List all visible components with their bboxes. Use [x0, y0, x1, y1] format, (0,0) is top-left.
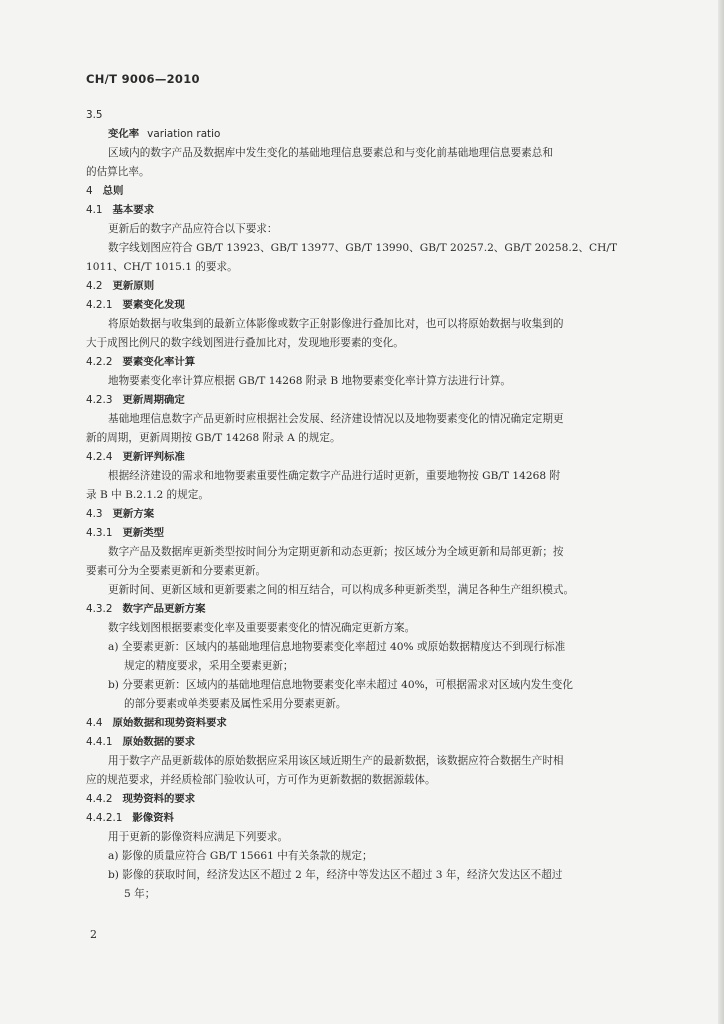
list-item-line: a) 全要素更新：区域内的基础地理信息地物要素变化率超过 40% 或原始数据精度达不到现行标准 — [108, 641, 566, 653]
paragraph-line: 新的周期，更新周期按 GB/T 14268 附录 A 的规定。 — [86, 432, 341, 444]
section-heading — [86, 733, 664, 752]
section-heading — [86, 505, 664, 524]
section-title: 更新原则 — [112, 280, 155, 292]
section-title: 基本要求 — [112, 204, 155, 216]
section-title: 总则 — [102, 185, 124, 197]
document-body — [86, 106, 664, 904]
paragraph-line: 数字线划图应符合 GB/T 13923、GB/T 13977、GB/T 13990、GB/T 20257.2、GB/T 20258.2、CH/T — [108, 242, 618, 254]
section-title: 现势资料的要求 — [122, 793, 196, 805]
section-title: 数字产品更新方案 — [122, 603, 206, 615]
paragraph-line: 基础地理信息数字产品更新时应根据社会发展、经济建设情况以及地物要素变化的情况确定定期更 — [108, 413, 564, 425]
standard-code-header: CH/T 9006—2010 — [86, 72, 200, 86]
section-number: 4.4.2.1 — [86, 812, 123, 824]
section-heading — [86, 790, 664, 809]
section-number: 4.1 — [86, 204, 103, 216]
section-heading — [86, 182, 664, 201]
section-heading — [86, 714, 664, 733]
section-heading — [86, 277, 664, 296]
section-title: 影像资料 — [132, 812, 174, 824]
section-number: 4.2.3 — [86, 394, 113, 406]
section-number: 4.3.1 — [86, 527, 113, 539]
paragraph-line: 区域内的数字产品及数据库中发生变化的基础地理信息要素总和与变化前基础地理信息要素总和 — [108, 147, 553, 159]
section-heading — [86, 448, 664, 467]
paragraph-line: 要素可分为全要素更新和分要素更新。 — [86, 565, 267, 577]
term-en: variation ratio — [147, 128, 221, 140]
paragraph-line: 录 B 中 B.2.1.2 的规定。 — [86, 489, 209, 501]
list-item-line: b) 分要素更新：区域内的基础地理信息地物要素变化率未超过 40%，可根据需求对区域内发生变化 — [108, 679, 573, 691]
paragraph-line: 根据经济建设的需求和地物要素重要性确定数字产品进行适时更新，重要地物按 GB/T 14268 附 — [108, 470, 561, 482]
list-item-line: 规定的精度要求，采用全要素更新； — [124, 660, 294, 672]
section-title: 原始数据的要求 — [122, 736, 196, 748]
list-item-line: a) 影像的质量应符合 GB/T 15661 中有关条款的规定； — [108, 850, 373, 862]
section-number: 4.3 — [86, 508, 103, 520]
paragraph-line: 将原始数据与收集到的最新立体影像或数字正射影像进行叠加比对，也可以将原始数据与收集到的 — [108, 318, 564, 330]
list-item-line: 5 年； — [124, 888, 156, 900]
section-heading — [86, 600, 664, 619]
section-number: 3.5 — [86, 109, 103, 121]
section-number: 4.3.2 — [86, 603, 113, 615]
paragraph-line: 更新时间、更新区域和更新要素之间的相互结合，可以构成多种更新类型，满足各种生产组织模式。 — [108, 584, 575, 596]
term-zh: 变化率 — [108, 128, 140, 140]
paragraph-line: 用于数字产品更新载体的原始数据应采用该区域近期生产的最新数据，该数据应符合数据生产时相 — [108, 755, 564, 767]
section-number: 4.2.1 — [86, 299, 113, 311]
section-number: 4.4.2 — [86, 793, 113, 805]
section-number: 4 — [86, 185, 93, 197]
paragraph-line: 1011、CH/T 1015.1 的要求。 — [86, 261, 238, 273]
section-title: 要素变化发现 — [122, 299, 185, 311]
section-heading — [86, 524, 664, 543]
list-item-line: 的部分要素或单类要素及属性采用分要素更新。 — [124, 698, 347, 710]
section-title: 更新方案 — [112, 508, 155, 520]
section-title: 更新周期确定 — [122, 394, 185, 406]
paragraph-line: 更新后的数字产品应符合以下要求： — [108, 223, 278, 235]
paragraph-line: 的估算比率。 — [86, 166, 150, 178]
paragraph-line: 地物要素变化率计算应根据 GB/T 14268 附录 B 地物要素变化率计算方法进行计算。 — [108, 375, 512, 387]
section-number: 4.4.1 — [86, 736, 113, 748]
section-number: 4.2 — [86, 280, 103, 292]
paragraph-line: 数字产品及数据库更新类型按时间分为定期更新和动态更新；按区域分为全域更新和局部更新；按 — [108, 546, 564, 558]
section-title: 要素变化率计算 — [122, 356, 196, 368]
section-number: 4.2.2 — [86, 356, 113, 368]
paragraph-line: 数字线划图根据要素变化率及重要要素变化的情况确定更新方案。 — [108, 622, 416, 634]
paragraph-line: 大于成图比例尺的数字线划图进行叠加比对，发现地形要素的变化。 — [86, 337, 404, 349]
section-heading — [86, 201, 664, 220]
section-title: 更新评判标准 — [122, 451, 185, 463]
list-item-line: b) 影像的获取时间，经济发达区不超过 2 年，经济中等发达区不超过 3 年，经济欠发达区不超过 — [108, 869, 563, 881]
section-heading — [86, 809, 664, 828]
paragraph-line: 应的规范要求，并经质检部门验收认可，方可作为更新数据的数据源载体。 — [86, 774, 436, 786]
section-title: 更新类型 — [122, 527, 165, 539]
section-heading — [86, 353, 664, 372]
paragraph-line: 用于更新的影像资料应满足下列要求。 — [108, 831, 289, 843]
term-definition-heading — [86, 125, 664, 144]
page-number: 2 — [90, 928, 97, 941]
section-number: 4.4 — [86, 717, 103, 729]
page-edge — [718, 0, 724, 1024]
section-heading — [86, 296, 664, 315]
section-heading — [86, 106, 664, 125]
section-title: 原始数据和现势资料要求 — [112, 717, 227, 729]
section-number: 4.2.4 — [86, 451, 113, 463]
section-heading — [86, 391, 664, 410]
